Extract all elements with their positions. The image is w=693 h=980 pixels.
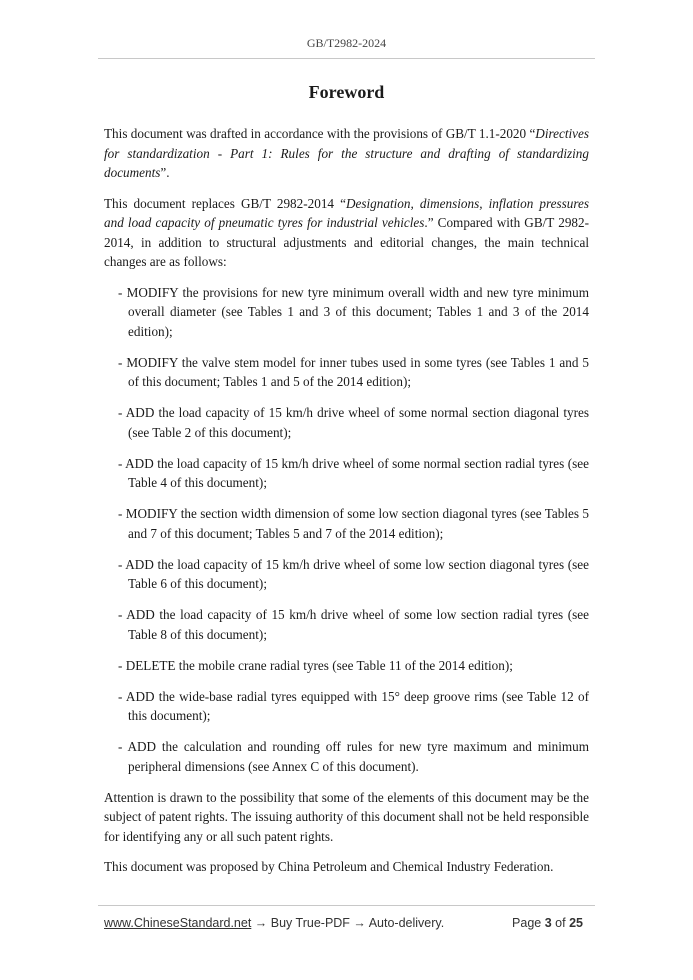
replacement-paragraph xyxy=(104,194,589,272)
site-link[interactable]: www.ChineseStandard.net xyxy=(104,916,252,930)
technical-changes-list xyxy=(104,283,589,777)
drafting-text-a: This document was drafted in accordance with the provisions of GB/T 1.1-2020 “ xyxy=(104,126,536,141)
list-item: - ADD the load capacity of 15 km/h drive wheel of some normal section radial tyres (see Table 4 of this document); xyxy=(118,455,589,490)
list-item: - ADD the load capacity of 15 km/h drive wheel of some low section radial tyres (see Table 8 of this document); xyxy=(118,607,589,642)
document-body xyxy=(104,124,589,888)
proposer-paragraph: This document was proposed by China Petroleum and Chemical Industry Federation. xyxy=(104,859,554,874)
drafting-paragraph xyxy=(104,124,589,183)
header-divider xyxy=(98,58,595,59)
list-item: - DELETE the mobile crane radial tyres (see Table 11 of the 2014 edition); xyxy=(118,657,513,673)
page-indicator xyxy=(512,916,583,930)
replacement-text-a: This document replaces GB/T 2982-2014 “ xyxy=(104,195,346,211)
list-item: - ADD the wide-base radial tyres equipped with 15° deep groove rims (see Table 12 of this document); xyxy=(118,688,589,723)
replacement-text-b: .” Compared with GB/T 2982-2014, in addition to structural adjustments and editorial changes, the main technical changes are as follows: xyxy=(104,215,589,269)
of-label: of xyxy=(555,916,566,930)
list-item: - MODIFY the provisions for new tyre minimum overall width and new tyre minimum overall diameter (see Tables 1 and 3 of this document; Tables 1 and 3 of the 2014 edition); xyxy=(118,284,589,339)
list-item: - ADD the calculation and rounding off rules for new tyre maximum and minimum peripheral dimensions (see Annex C of this document). xyxy=(118,739,589,774)
page-total: 25 xyxy=(569,916,583,930)
page-header: GB/T2982-2024 xyxy=(306,36,387,50)
patent-notice-paragraph: Attention is drawn to the possibility that some of the elements of this document may be the subject of patent rights. The issuing authority of this document shall not be held responsible for identifying any or all such patent rights. xyxy=(104,789,589,844)
list-item: - ADD the load capacity of 15 km/h drive wheel of some low section diagonal tyres (see Table 6 of this document); xyxy=(118,556,589,591)
footer-divider xyxy=(98,905,595,906)
page-label: Page xyxy=(512,916,542,930)
replaced-standard-title: Designation, dimensions, inflation pressures and load capacity of pneumatic tyres for industrial vehicles xyxy=(104,195,589,230)
list-item: - ADD the load capacity of 15 km/h drive wheel of some normal section diagonal tyres (see Table 2 of this document); xyxy=(118,405,589,440)
list-item: - MODIFY the section width dimension of some low section diagonal tyres (see Tables 5 and 7 of this document; Tables 5 and 7 of the 2014 edition); xyxy=(118,506,589,541)
drafting-text-b: ”. xyxy=(160,165,170,180)
footer-tagline: → Buy True-PDF → Auto-delivery. xyxy=(251,916,445,930)
page-number: 3 xyxy=(544,916,552,930)
page-title: Foreword xyxy=(308,82,385,102)
drafting-directive-title: Directives for standardization - Part 1: Rules for the structure and drafting of standardizing documents xyxy=(104,126,589,180)
list-item: - MODIFY the valve stem model for inner tubes used in some tyres (see Tables 1 and 5 of this document; Tables 1 and 5 of the 2014 edition); xyxy=(118,354,589,389)
page-footer xyxy=(104,916,589,930)
